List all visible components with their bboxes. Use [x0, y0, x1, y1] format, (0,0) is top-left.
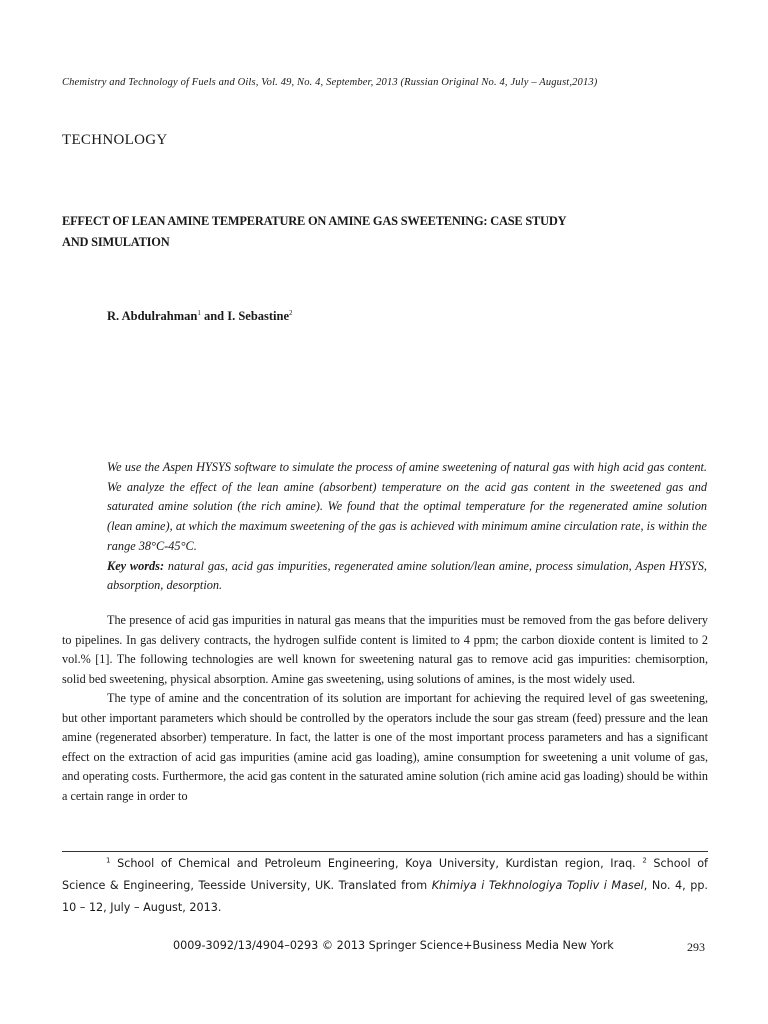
author-connector: and: [200, 309, 228, 323]
copyright-line: 0009-3092/13/4904–0293 © 2013 Springer Science+Business Media New York: [173, 939, 614, 952]
keywords-list: natural gas, acid gas impurities, regenerated amine solution/lean amine, process simulation, Aspen HYSYS, absorption, desorption.: [107, 558, 707, 593]
body-text: [62, 611, 708, 806]
author-name: I. Sebastine: [227, 309, 290, 323]
section-heading: TECHNOLOGY: [62, 132, 168, 148]
body-paragraph: The type of amine and the concentration of its solution are important for achieving the required level of gas sweetening, but other important parameters which should be controlled by the operators include the sour gas stream (feed) pressure and the lean amine (regenerated absorber) temperature. In fact, the latter is one of the most important process parameters and has a significant effect on the extraction of acid gas impurities (amine acid gas loading), amine consumption for sweetening a unit volume of gas, and operating costs. Furthermore, the acid gas content in the saturated amine solution (rich amine acid gas loading) should be within a certain range in order to: [62, 691, 708, 803]
author-name: R. Abdulrahman: [107, 309, 198, 323]
author-list: [107, 309, 293, 324]
footnote-source-title: Khimiya i Tekhnologiya Topliv i Masel: [431, 879, 644, 892]
footnote: [62, 853, 708, 919]
footnote-text: School of Chemical and Petroleum Engineering, Koya University, Kurdistan region, Iraq.: [110, 857, 643, 870]
keywords-label: Key words:: [107, 558, 165, 573]
author-affiliation-mark: 2: [289, 308, 293, 317]
footnote-mark: 1: [106, 856, 111, 865]
abstract: [107, 458, 707, 596]
journal-citation: Chemistry and Technology of Fuels and Oils, Vol. 49, No. 4, September, 2013 (Russian Original No. 4, July – August,2013): [62, 77, 598, 88]
footnote-mark: 2: [642, 856, 647, 865]
body-paragraph: The presence of acid gas impurities in natural gas means that the impurities must be removed from the gas before delivery to pipelines. In gas delivery contracts, the hydrogen sulfide content is limited to 4 ppm; the carbon dioxide content is limited to 2 vol.% [1]. The following technologies are well known for sweetening natural gas to remove acid gas impurities: chemisorption, solid bed sweetening, physical absorption. Amine gas sweetening, using solutions of amines, is the most widely used.: [62, 613, 708, 686]
abstract-text: We use the Aspen HYSYS software to simulate the process of amine sweetening of natural gas with high acid gas content. We analyze the effect of the lean amine (absorbent) temperature on the acid gas content in the sweetened gas and saturated amine solution (the rich amine). We found that the optimal temperature for the regenerated amine solution (lean amine), at which the maximum sweetening of the gas is achieved with minimum amine circulation rate, is within the range 38°C-45°C.: [107, 460, 707, 553]
paper-title: EFFECT OF LEAN AMINE TEMPERATURE ON AMINE GAS SWEETENING: CASE STUDY AND SIMULATION: [62, 214, 566, 249]
page-number: 293: [687, 940, 705, 954]
author-affiliation-mark: 1: [197, 308, 201, 317]
footnote-divider: [62, 851, 708, 852]
footnote-text: School of Science & Engineering, Teesside University, UK. Translated from: [62, 857, 708, 892]
footnote-text: , No. 4, pp. 10 – 12, July – August, 2013.: [62, 879, 708, 914]
